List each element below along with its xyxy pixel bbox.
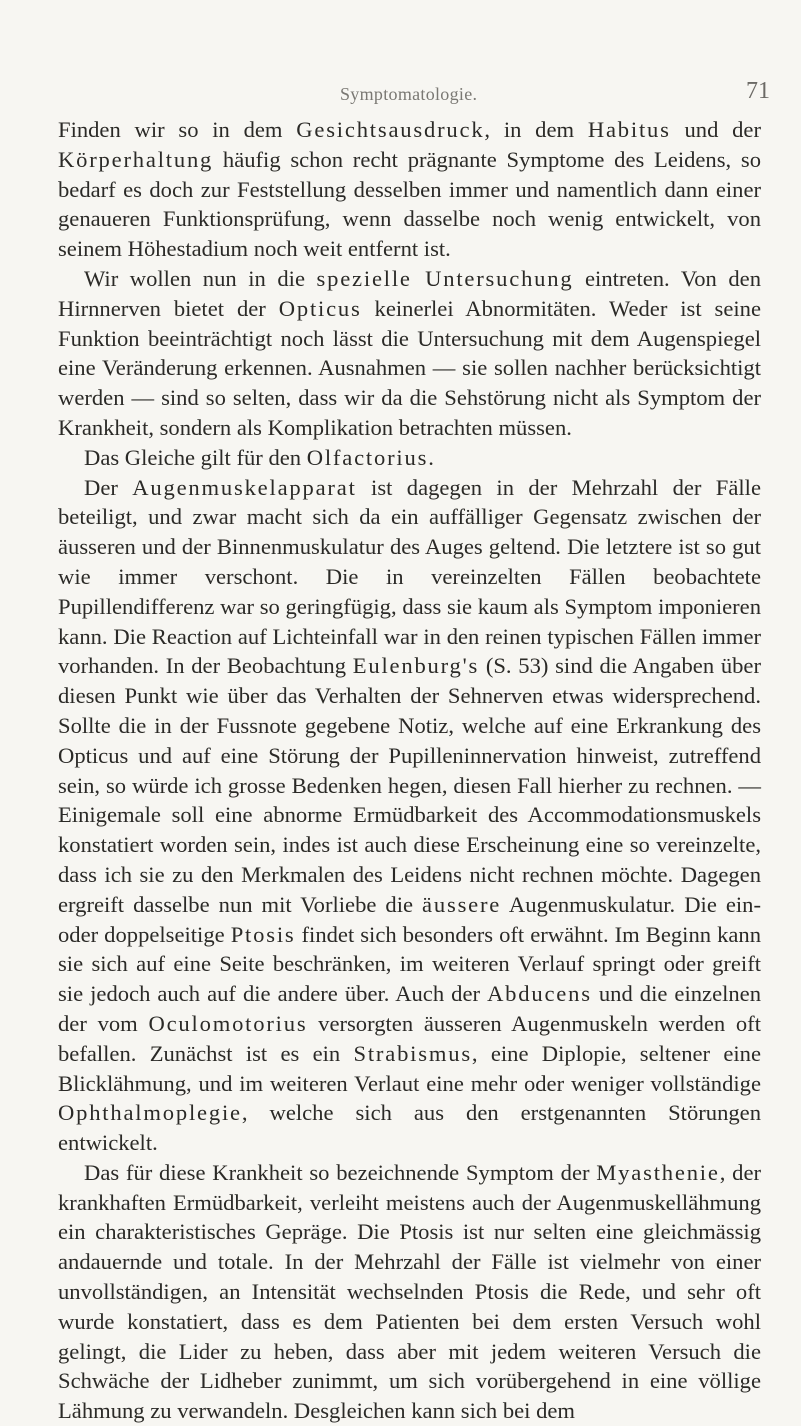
text-run: und der [670, 117, 761, 142]
spaced-emphasis: Ophthalmoplegie [58, 1100, 242, 1126]
text-run: . [428, 444, 434, 470]
text-run: eintreten. Von den Hirnnerven bietet der [58, 265, 762, 321]
text-run: Augenmuskulatur. Die ein- oder doppelseitige [58, 891, 761, 947]
spaced-emphasis: Gesichtsausdruck [296, 117, 485, 142]
text-run: (S. 53) sind die Angaben über diesen Punkt wie über das Verhalten der Sehnerven etwas widersprechend. Sollte die in der Fussnote gegebene Notiz, welche auf eine Erkrankung des Opticus und auf eine Störung der Pupilleninnervation hinweist, zutreffend sein, so würde ich grosse Bedenken hegen, diesen Fall hierher zu rechnen. — Einigemale soll eine abnorme Ermüdbarkeit des Accommodationsmuskels konstatiert worden sein, indes ist auch diese Erscheinung eine so vereinzelte, dass ich sie zu den Merkmalen des Leidens nicht rechnen möchte. Dagegen ergreift dasselbe nun mit Vorliebe die [58, 653, 761, 917]
text-run: , der krankhaften Ermüdbarkeit, verleiht meistens auch der Augenmuskellähmung ein charakteristisches Gepräge. Die Ptosis ist nur selten eine gleichmässig andauernde und totale. In der Mehrzahl der Fälle ist vielmehr von einer unvollständigen, an Intensität wechselnden Ptosis die Rede, und sehr oft wurde konstatiert, dass es dem Patienten bei dem ersten Versuch wohl gelingt, die Lider zu heben, dass aber mit jedem weiteren Versuch die Schwäche der Lidheber zunimmt, um sich vorübergehend in eine völlige Lähmung zu verwandeln. Desgleichen kann sich bei dem [58, 1159, 762, 1424]
running-title: Symptomatologie. [340, 84, 478, 104]
text-run: versorgten äusseren Augenmuskeln werden oft befallen. Zunächst ist es ein [58, 1010, 761, 1066]
text-run: Finden wir so in dem [58, 117, 297, 142]
paragraph [58, 443, 761, 473]
spaced-emphasis: Opticus [278, 295, 362, 321]
paragraph [58, 473, 761, 1158]
spaced-emphasis: Ptosis [230, 921, 296, 947]
text-run: , welche sich aus den erstgenannten Störungen entwickelt. [58, 1100, 761, 1156]
spaced-emphasis: Abducens [487, 981, 592, 1007]
spaced-emphasis: äussere [422, 891, 502, 917]
text-run: Das Gleiche gilt für den [84, 444, 307, 470]
paragraph [58, 115, 761, 264]
paragraph [58, 1158, 761, 1426]
spaced-emphasis: Augenmuskelapparat [132, 474, 357, 500]
spaced-emphasis: Strabismus [353, 1040, 472, 1066]
text-run: Der [84, 474, 133, 500]
text-run: keinerlei Abnormitäten. Weder ist seine Funktion beeinträchtigt noch lässt die Untersuchung mit dem Augenspiegel eine Veränderung erkennen. Ausnahmen — sie sollen nachher berücksichtigt werden — sind so selten, dass wir da die Sehstörung nicht als Symptom der Krankheit, sondern als Komplikation betrachten müssen. [58, 295, 761, 440]
text-run: Wir wollen nun in die [84, 265, 317, 291]
text-run: , eine Diplopie, seltener eine Blicklähmung, und im weiteren Verlaut eine mehr oder weniger vollständige [58, 1040, 761, 1096]
text-run: und die einzelnen der vom [58, 981, 761, 1036]
body-text [58, 115, 761, 1426]
spaced-emphasis: spezielle Untersuchung [316, 265, 574, 291]
text-run: häufig schon recht prägnante Symptome des Leidens, so bedarf es doch zur Feststellung desselben immer und namentlich dann einer genaueren Funktionsprüfung, wenn dasselbe noch wenig entwickelt, von seinem Höhestadium noch weit entfernt ist. [58, 146, 761, 262]
page-number: 71 [746, 78, 770, 104]
spaced-emphasis: Myasthenie [596, 1159, 720, 1185]
text-run: Das für diese Krankheit so bezeichnende Symptom der [84, 1159, 597, 1185]
spaced-emphasis: Eulenburg's [352, 653, 480, 679]
text-run: ist dagegen in der Mehrzahl der Fälle beteiligt, und zwar macht sich da ein auffälliger Gegensatz zwischen der äusseren und der Binnenmuskulatur des Auges geltend. Die letztere ist so gut wie immer verschont. Die in vereinzelten Fällen beobachtete Pupillendifferenz war so geringfügig, dass sie kaum als Symptom imponieren kann. Die Reaction auf Lichteinfall war in den reinen typischen Fällen immer vorhanden. In der Beobachtung [58, 474, 761, 679]
paragraph [58, 264, 761, 443]
text-run: , in dem [484, 117, 588, 142]
spaced-emphasis: Olfactorius [306, 444, 429, 470]
spaced-emphasis: Körperhaltung [58, 146, 214, 172]
spaced-emphasis: Oculomotorius [148, 1010, 308, 1036]
spaced-emphasis: Habitus [587, 117, 671, 142]
text-run: findet sich besonders oft erwähnt. Im Beginn kann sie sich auf eine Seite beschränken, im weiteren Verlauf springt oder greift sie jedoch auch auf die andere über. Auch der [58, 921, 761, 1007]
